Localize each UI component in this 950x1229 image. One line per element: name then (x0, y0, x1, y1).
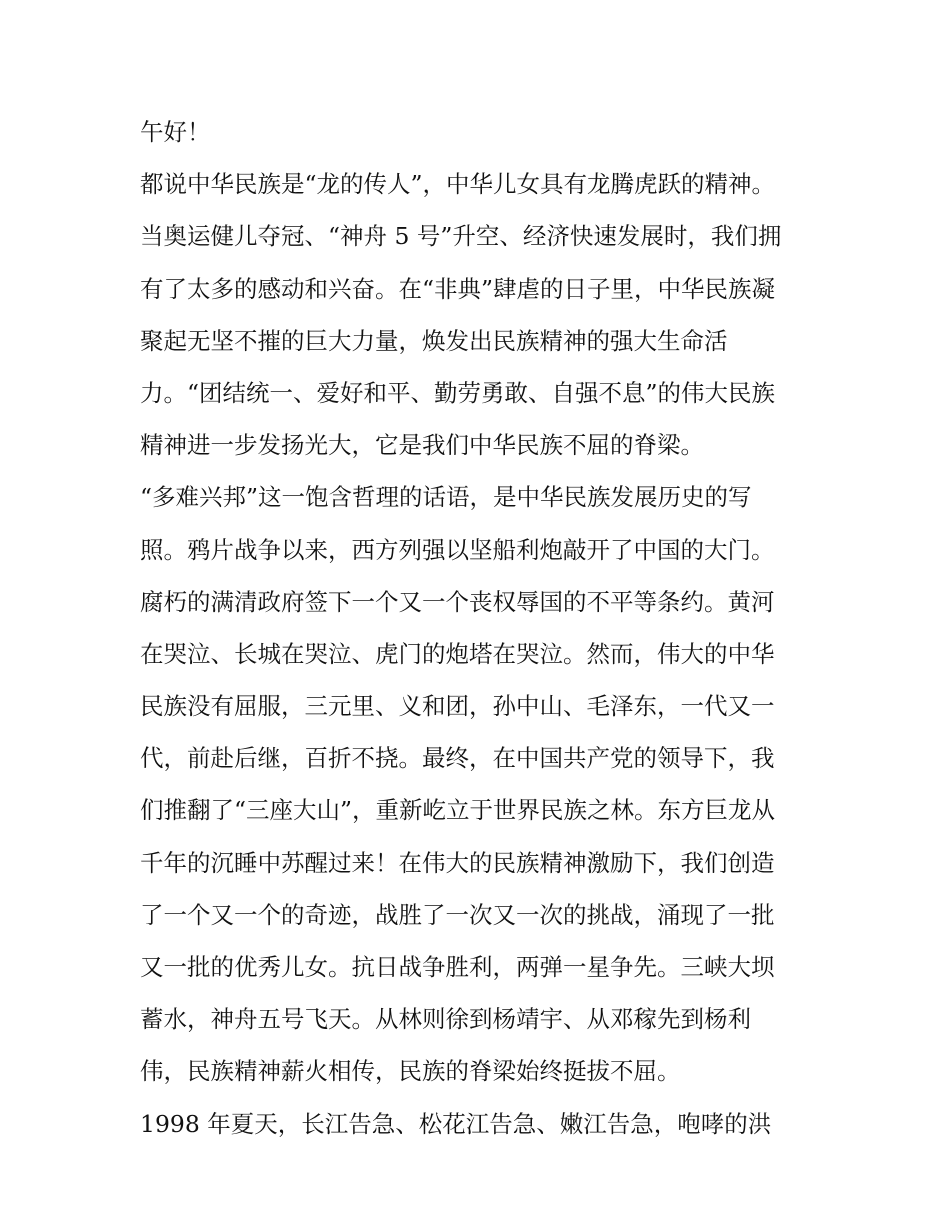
text-line: “多难兴邦”这一饱含哲理的话语，是中华民族发展历史的写 (140, 483, 752, 512)
text-line: 千年的沉睡中苏醒过来！在伟大的民族精神激励下，我们创造 (140, 848, 775, 877)
document-body (140, 106, 820, 1150)
text-line: 午好！ (140, 118, 211, 146)
text-line: 1998 年夏天，长江告急、松花江告急、嫩江告急，咆哮的洪 (140, 1109, 772, 1138)
text-line: 了一个又一个的奇迹，战胜了一次又一次的挑战，涌现了一批 (140, 900, 775, 929)
text-line: 当奥运健儿夺冠、“神舟 5 号”升空、经济快速发展时，我们拥 (140, 222, 782, 251)
text-line: 力。“团结统一、爱好和平、勤劳勇敢、自强不息”的伟大民族 (140, 378, 776, 407)
text-line: 蓄水，神舟五号飞天。从林则徐到杨靖宇、从邓稼先到杨利 (140, 1005, 751, 1034)
text-line: 都说中华民族是“龙的传人”，中华儿女具有龙腾虎跃的精神。 (140, 170, 776, 199)
text-line: 代，前赴后继，百折不挠。最终，在中国共产党的领导下，我 (140, 744, 775, 773)
text-line: 聚起无坚不摧的巨大力量，焕发出民族精神的强大生命活 (140, 326, 728, 355)
text-line: 有了太多的感动和兴奋。在“非典”肆虐的日子里，中华民族凝 (140, 274, 776, 303)
text-line: 又一批的优秀儿女。抗日战争胜利，两弹一星争先。三峡大坝 (140, 953, 775, 981)
text-line: 们推翻了“三座大山”，重新屹立于世界民族之林。东方巨龙从 (140, 796, 776, 825)
text-line: 伟，民族精神薪火相传，民族的脊梁始终挺拔不屈。 (140, 1057, 681, 1086)
text-line: 照。鸦片战争以来，西方列强以坚船利炮敲开了中国的大门。 (140, 535, 775, 564)
text-line: 在哭泣、长城在哭泣、虎门的炮塔在哭泣。然而，伟大的中华 (140, 639, 775, 668)
text-line: 精神进一步发扬光大，它是我们中华民族不屈的脊梁。 (140, 431, 704, 460)
text-line: 腐朽的满清政府签下一个又一个丧权辱国的不平等条约。黄河 (140, 587, 775, 616)
text-line: 民族没有屈服，三元里、义和团，孙中山、毛泽东，一代又一 (140, 692, 775, 721)
